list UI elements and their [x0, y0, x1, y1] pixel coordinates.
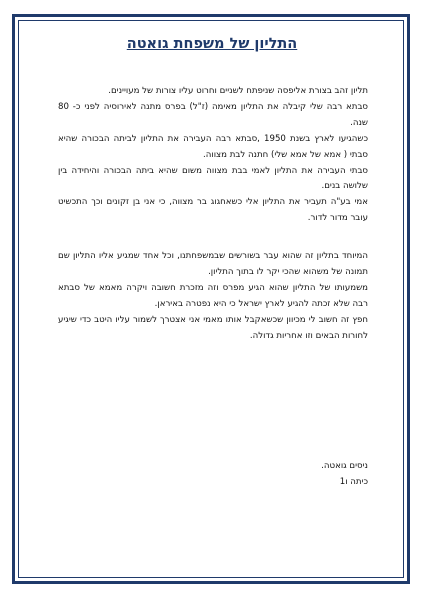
paragraph: כשהגיעו לארץ בשנת 1950 ,סבתא רבה העבירה את התליון לביתה הבכורה שהיא סבתי ( אמא של אמא שלי) חתנה לבת מצווה.	[58, 133, 369, 160]
signature-block	[58, 458, 368, 490]
paragraph: המיוחד בתליון זה שהוא עבר בשורשים שבמשפחתנו, וכל אחד שמגיע אליו התליון שם תמונה של משהוא שהכי יקר לו בתוך התליון.	[58, 251, 368, 278]
paragraph: אמי בע"ה תעביר את התליון אלי כשאחגוג בר מצווה, כי אני בן זקונים וכך התכשיט עובר מדור לדור.	[58, 197, 368, 224]
paragraph: סבתא רבה שלי קיבלה את התליון מאימה (ז"ל) בפרס מתנה לאירוסיה לפני כ- 80 שנה.	[58, 101, 368, 128]
signature-name: ניסים גואטה.	[321, 461, 368, 471]
document-title: התליון של משפחת גואטה	[126, 36, 298, 52]
paragraph: סבתי העבירה את התליון לאמי בבת מצווה משום שהיא ביתה הבכורה והיחידה בין שלושה בנים.	[58, 165, 368, 192]
signature-class: כיתה ו1	[339, 477, 368, 487]
paragraph: חפץ זה חשוב לי מכיוון שכשאקבל אותו מאמי אני אצטרך לשמור עליו היטב כדי שיגיע לחורות הבאים וזו אחריות גדולה.	[58, 314, 368, 341]
paragraph: משמעותו של התליון שהוא הגיע מפרס וזה מזכרת חשובה ויקרה מאמא של סבתא רבה שלא זכתה להגיע לארץ ישראל כי היא נפטרה באיראן.	[58, 282, 368, 309]
paragraph-spacer	[58, 227, 368, 249]
document-body	[58, 84, 368, 345]
paragraph: תליון זהב בצורת אליפסה שניפתח לשניים וחרוט עליו צורות של מעויינים.	[108, 86, 368, 96]
